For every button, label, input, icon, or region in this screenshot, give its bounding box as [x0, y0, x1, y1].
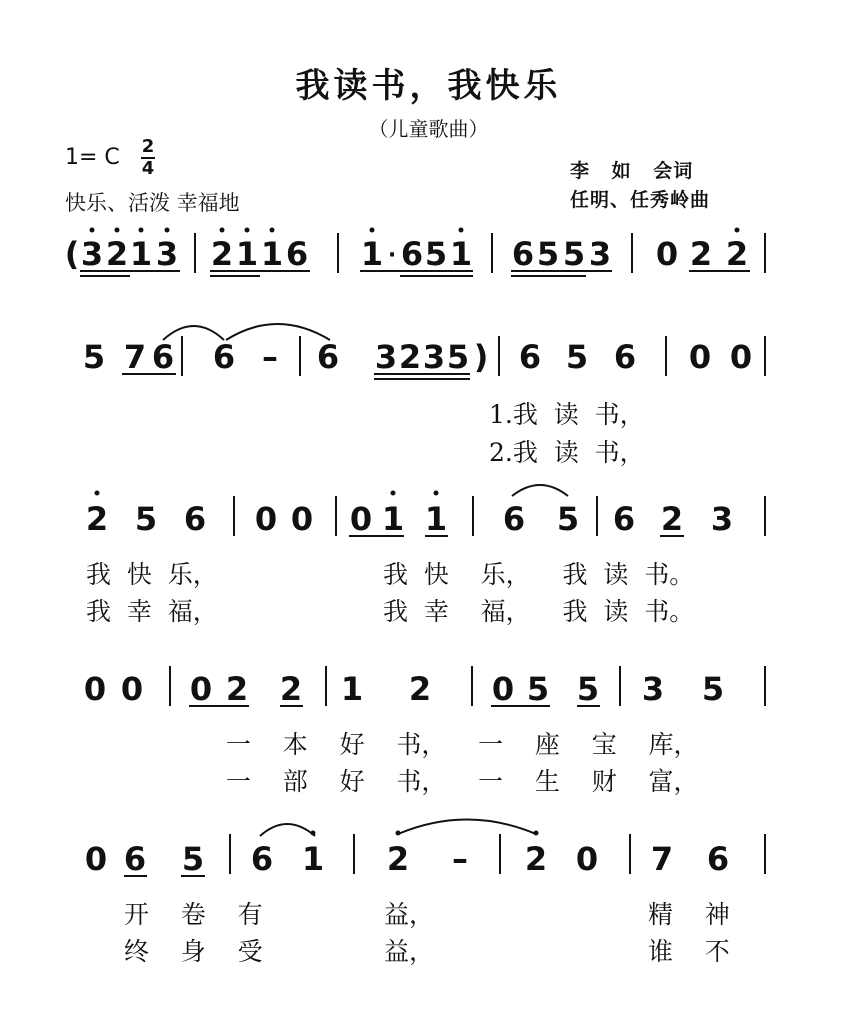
svg-text:3: 3: [374, 338, 398, 376]
svg-text:1: 1: [360, 235, 384, 273]
song-subtitle: （儿童歌曲）: [368, 117, 489, 141]
svg-text:2: 2: [725, 235, 749, 273]
svg-text:6: 6: [400, 235, 424, 273]
svg-text:2: 2: [105, 235, 129, 273]
lyric-row5-verse1-c: 精 神: [648, 900, 730, 929]
svg-text:0: 0: [254, 500, 278, 538]
lyric-row5-verse1-a: 开 卷 有: [124, 900, 263, 929]
svg-text:5: 5: [526, 670, 550, 708]
svg-text:6: 6: [316, 338, 340, 376]
svg-text:5: 5: [82, 338, 106, 376]
score-row-2: [83, 324, 765, 379]
svg-text:1: 1: [340, 670, 364, 708]
svg-text:1: 1: [301, 840, 325, 878]
lyric-row5-verse2-a: 终 身 受: [124, 937, 263, 966]
svg-text:3: 3: [641, 670, 665, 708]
svg-text:5: 5: [134, 500, 158, 538]
svg-text:5: 5: [701, 670, 725, 708]
lyric-row4-verse2: 一 部 好 书， 一 生 财 富，: [226, 767, 699, 796]
svg-text:3: 3: [710, 500, 734, 538]
song-title: 我读书，我快乐: [295, 66, 562, 106]
svg-text:2: 2: [210, 235, 234, 273]
svg-text:1: 1: [260, 235, 284, 273]
svg-text:–: –: [262, 338, 278, 376]
svg-text:6: 6: [612, 500, 636, 538]
svg-text:5: 5: [446, 338, 470, 376]
svg-text:1: 1: [381, 500, 405, 538]
svg-text:6: 6: [502, 500, 526, 538]
svg-text:2: 2: [279, 670, 303, 708]
svg-text:6: 6: [183, 500, 207, 538]
svg-text:0: 0: [84, 840, 108, 878]
svg-text:2: 2: [85, 500, 109, 538]
svg-text:2: 2: [524, 840, 548, 878]
svg-text:7: 7: [650, 840, 674, 878]
score-row-1-text: [0, 0, 1, 1]
svg-text:6: 6: [285, 235, 309, 273]
svg-text:6: 6: [250, 840, 274, 878]
key-signature: 1= C: [65, 145, 120, 170]
svg-text:2: 2: [398, 338, 422, 376]
lyricist-credit: 李 如 会词: [570, 160, 694, 182]
lyric-row2-verse2: 2.我 读 书，: [489, 438, 645, 467]
svg-text:3: 3: [588, 235, 612, 273]
lyric-row5-verse1-b: 益，: [384, 900, 435, 929]
score-row-4: [84, 666, 765, 708]
lyric-row2-verse1: 1.我 读 书，: [489, 400, 645, 429]
svg-text:0: 0: [575, 840, 599, 878]
svg-text:(: (: [64, 235, 80, 273]
svg-text:2: 2: [408, 670, 432, 708]
lyric-row4-verse1: 一 本 好 书， 一 座 宝 库，: [226, 730, 699, 759]
svg-text:1: 1: [129, 235, 153, 273]
lyric-row5-verse2-c: 谁 不: [648, 937, 730, 966]
time-signature-top: 2: [141, 136, 155, 157]
svg-text:0: 0: [729, 338, 753, 376]
svg-text:6: 6: [212, 338, 236, 376]
svg-text:0: 0: [655, 235, 679, 273]
svg-text:0: 0: [349, 500, 373, 538]
svg-text:5: 5: [556, 500, 580, 538]
svg-text:0: 0: [491, 670, 515, 708]
score-row-5: [85, 820, 765, 879]
composer-credit: 任明、任秀岭曲: [570, 189, 711, 211]
svg-text:2: 2: [660, 500, 684, 538]
svg-text:6: 6: [123, 840, 147, 878]
svg-text:2: 2: [225, 670, 249, 708]
svg-text:1: 1: [449, 235, 473, 273]
svg-text:5: 5: [536, 235, 560, 273]
svg-text:7: 7: [123, 338, 147, 376]
svg-text:2: 2: [386, 840, 410, 878]
score-row-3: [86, 485, 765, 538]
time-signature-bottom: 4: [141, 158, 155, 179]
svg-text:·: ·: [387, 243, 397, 268]
svg-text:5: 5: [181, 840, 205, 878]
svg-text:0: 0: [120, 670, 144, 708]
svg-text:0: 0: [189, 670, 213, 708]
svg-text:2: 2: [689, 235, 713, 273]
svg-text:–: –: [452, 840, 468, 878]
svg-text:6: 6: [518, 338, 542, 376]
svg-text:1: 1: [235, 235, 259, 273]
lyric-row5-verse2-b: 益，: [384, 937, 435, 966]
svg-text:1: 1: [424, 500, 448, 538]
svg-text:3: 3: [155, 235, 179, 273]
lyric-row3-verse2-a: 我 幸 福，: [86, 597, 218, 626]
svg-text:0: 0: [83, 670, 107, 708]
lyric-row3-verse2-b: 我 幸 福， 我 读 书。: [383, 597, 695, 626]
score-row-1: [65, 228, 765, 277]
svg-text:6: 6: [511, 235, 535, 273]
svg-text:3: 3: [422, 338, 446, 376]
lyric-row3-verse1-a: 我 快 乐，: [86, 560, 218, 589]
svg-text:5: 5: [424, 235, 448, 273]
lyric-row3-verse1-b: 我 快 乐， 我 读 书。: [383, 560, 695, 589]
svg-text:5: 5: [565, 338, 589, 376]
svg-text:6: 6: [151, 338, 175, 376]
svg-text:5: 5: [562, 235, 586, 273]
svg-text:): ): [473, 338, 489, 376]
tempo-marking: 快乐、活泼 幸福地: [65, 191, 240, 215]
svg-text:6: 6: [706, 840, 730, 878]
svg-text:0: 0: [290, 500, 314, 538]
svg-text:5: 5: [576, 670, 600, 708]
svg-text:3: 3: [80, 235, 104, 273]
svg-text:6: 6: [613, 338, 637, 376]
svg-text:0: 0: [688, 338, 712, 376]
